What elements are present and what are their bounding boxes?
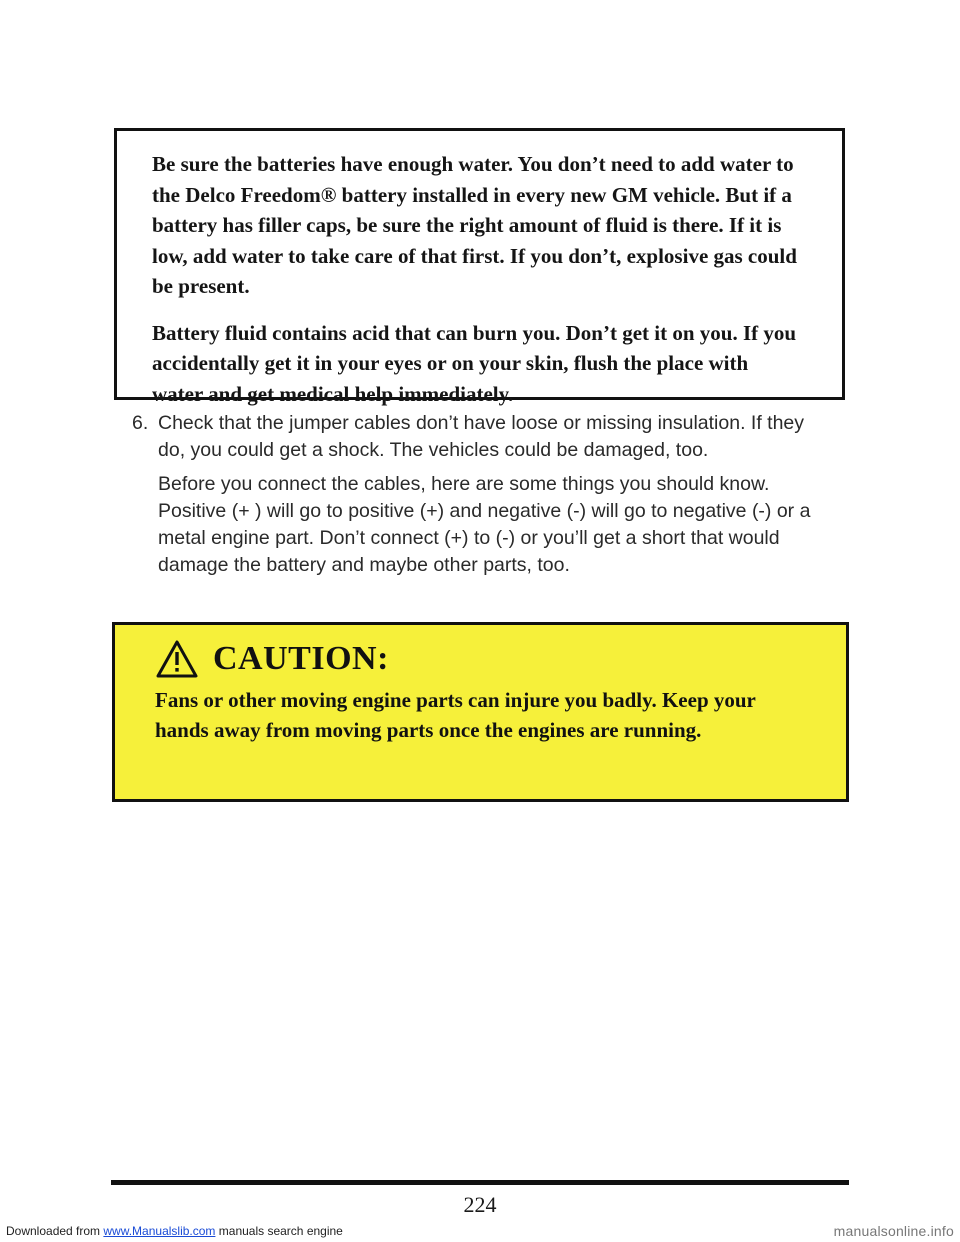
caution-body: Fans or other moving engine parts can injure you badly. Keep your hands away from moving parts once the engines are running.	[155, 688, 756, 742]
download-banner	[6, 1222, 656, 1240]
warning-triangle-icon	[155, 639, 199, 679]
banner-prefix: Downloaded from	[6, 1224, 104, 1238]
warning-paragraph-1: Be sure the batteries have enough water. You don’t need to add water to the Delco Freedom® battery installed in every new GM vehicle. But if a battery has filler caps, be sure the right amount of fluid is there. If it is low, add water to take care of that first. If you don’t, explosive gas could be present.	[152, 152, 797, 298]
footer-rule	[111, 1180, 849, 1185]
step-paragraph-2: Before you connect the cables, here are some things you should know. Positive (+ ) will go to positive (+) and negative (-) will go to negative (-) or a metal engine part. Don’t connect (+) to (-) or you’ll get a short that would damage the battery and maybe other parts, too.	[158, 473, 811, 576]
page-number: 224	[463, 1192, 497, 1217]
caution-box	[112, 622, 849, 802]
banner-suffix: manuals search engine	[215, 1224, 343, 1238]
step-6	[132, 410, 832, 586]
site-watermark: manualsonline.info	[833, 1223, 954, 1239]
step-paragraph-1: Check that the jumper cables don’t have loose or missing insulation. If they do, you could get a shock. The vehicles could be damaged, too.	[158, 412, 805, 461]
battery-warning-box	[114, 128, 845, 406]
caution-heading	[155, 639, 806, 679]
warning-paragraph-2: Battery fluid contains acid that can burn you. Don’t get it on you. If you accidentally get it in your eyes or on your skin, flush the place with water and get medical help immediately.	[152, 320, 797, 406]
caution-title: CAUTION:	[213, 640, 389, 677]
step-number: 6.	[132, 412, 149, 434]
manualslib-link[interactable]: www.Manualslib.com	[103, 1224, 216, 1238]
